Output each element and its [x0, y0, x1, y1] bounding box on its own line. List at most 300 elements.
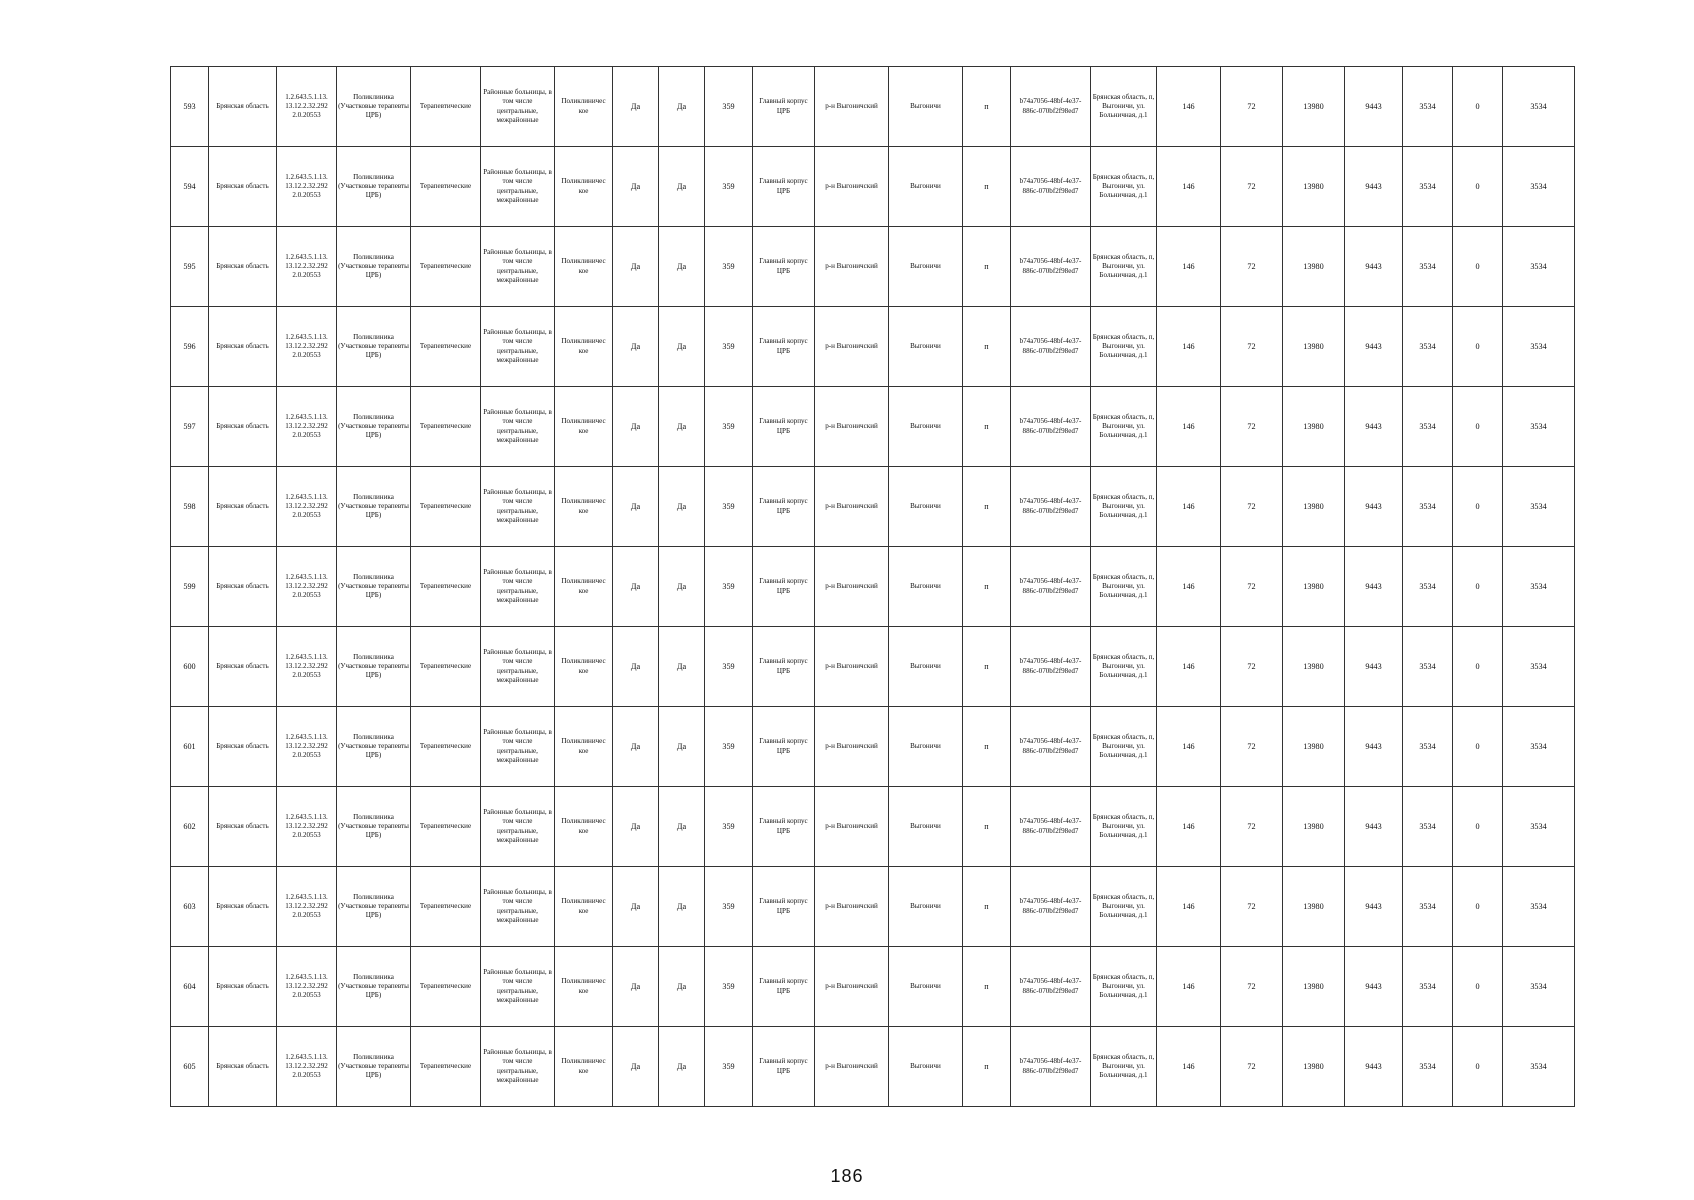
code-cell: 1.2.643.5.1.13. 13.12.2.32.292 2.0.20553	[277, 1027, 337, 1107]
value-6-cell: 0	[1453, 1027, 1503, 1107]
value-3-cell: 13980	[1283, 387, 1345, 467]
table-row	[171, 947, 1575, 1027]
value-5-cell: 3534	[1403, 627, 1453, 707]
value-4-cell: 9443	[1345, 307, 1403, 387]
value-7-cell: 3534	[1503, 467, 1575, 547]
locality-cell: Выгоничи	[889, 67, 963, 147]
value-3-cell: 13980	[1283, 1027, 1345, 1107]
org-type-cell: Районные больницы, в том числе центральные, межрайонные	[481, 547, 555, 627]
code-cell: 1.2.643.5.1.13. 13.12.2.32.292 2.0.20553	[277, 707, 337, 787]
table-row	[171, 707, 1575, 787]
page-number: 186	[830, 1166, 864, 1186]
settlement-type-cell: п	[963, 627, 1011, 707]
district-cell: р-н Выгоничский	[815, 227, 889, 307]
row-number-cell: 605	[171, 1027, 209, 1107]
value-6-cell: 0	[1453, 67, 1503, 147]
building-cell: Главный корпус ЦРБ	[753, 707, 815, 787]
flag2-cell: Да	[659, 787, 705, 867]
region-cell: Брянская область	[209, 787, 277, 867]
org-type-cell: Районные больницы, в том числе центральные, межрайонные	[481, 947, 555, 1027]
value-359-cell: 359	[705, 627, 753, 707]
value-7-cell: 3534	[1503, 147, 1575, 227]
row-number-cell: 595	[171, 227, 209, 307]
settlement-type-cell: п	[963, 707, 1011, 787]
value-5-cell: 3534	[1403, 1027, 1453, 1107]
code-cell: 1.2.643.5.1.13. 13.12.2.32.292 2.0.20553	[277, 947, 337, 1027]
profile-cell: Терапевтические	[411, 787, 481, 867]
value-7-cell: 3534	[1503, 707, 1575, 787]
settlement-type-cell: п	[963, 867, 1011, 947]
row-number-cell: 604	[171, 947, 209, 1027]
flag2-cell: Да	[659, 467, 705, 547]
address-cell: Брянская область, п, Выгоничи, ул. Больничная, д.1	[1091, 627, 1157, 707]
code-cell: 1.2.643.5.1.13. 13.12.2.32.292 2.0.20553	[277, 387, 337, 467]
row-number-cell: 598	[171, 467, 209, 547]
region-cell: Брянская область	[209, 147, 277, 227]
value-1-cell: 146	[1157, 707, 1221, 787]
value-7-cell: 3534	[1503, 67, 1575, 147]
guid-cell: b74a7056-48bf-4e37-886c-070bf2f98ed7	[1011, 867, 1091, 947]
org-type-cell: Районные больницы, в том числе центральные, межрайонные	[481, 1027, 555, 1107]
value-3-cell: 13980	[1283, 227, 1345, 307]
department-cell: Поликлиника (Участковые терапевты ЦРБ)	[337, 307, 411, 387]
value-5-cell: 3534	[1403, 707, 1453, 787]
row-number-cell: 597	[171, 387, 209, 467]
org-type-cell: Районные больницы, в том числе центральные, межрайонные	[481, 867, 555, 947]
unit-type-cell: Поликлиничес кое	[555, 227, 613, 307]
region-cell: Брянская область	[209, 707, 277, 787]
district-cell: р-н Выгоничский	[815, 867, 889, 947]
district-cell: р-н Выгоничский	[815, 387, 889, 467]
settlement-type-cell: п	[963, 547, 1011, 627]
table-row	[171, 307, 1575, 387]
locality-cell: Выгоничи	[889, 627, 963, 707]
table-row	[171, 627, 1575, 707]
value-4-cell: 9443	[1345, 467, 1403, 547]
building-cell: Главный корпус ЦРБ	[753, 227, 815, 307]
address-cell: Брянская область, п, Выгоничи, ул. Больничная, д.1	[1091, 387, 1157, 467]
value-1-cell: 146	[1157, 627, 1221, 707]
settlement-type-cell: п	[963, 227, 1011, 307]
row-number-cell: 601	[171, 707, 209, 787]
flag1-cell: Да	[613, 147, 659, 227]
settlement-type-cell: п	[963, 947, 1011, 1027]
value-2-cell: 72	[1221, 707, 1283, 787]
flag2-cell: Да	[659, 947, 705, 1027]
building-cell: Главный корпус ЦРБ	[753, 1027, 815, 1107]
settlement-type-cell: п	[963, 787, 1011, 867]
value-359-cell: 359	[705, 707, 753, 787]
value-4-cell: 9443	[1345, 547, 1403, 627]
profile-cell: Терапевтические	[411, 67, 481, 147]
value-1-cell: 146	[1157, 67, 1221, 147]
profile-cell: Терапевтические	[411, 227, 481, 307]
guid-cell: b74a7056-48bf-4e37-886c-070bf2f98ed7	[1011, 787, 1091, 867]
value-7-cell: 3534	[1503, 307, 1575, 387]
value-2-cell: 72	[1221, 147, 1283, 227]
locality-cell: Выгоничи	[889, 307, 963, 387]
department-cell: Поликлиника (Участковые терапевты ЦРБ)	[337, 547, 411, 627]
value-6-cell: 0	[1453, 547, 1503, 627]
guid-cell: b74a7056-48bf-4e37-886c-070bf2f98ed7	[1011, 547, 1091, 627]
settlement-type-cell: п	[963, 67, 1011, 147]
value-4-cell: 9443	[1345, 67, 1403, 147]
profile-cell: Терапевтические	[411, 307, 481, 387]
value-1-cell: 146	[1157, 547, 1221, 627]
value-4-cell: 9443	[1345, 787, 1403, 867]
guid-cell: b74a7056-48bf-4e37-886c-070bf2f98ed7	[1011, 387, 1091, 467]
value-4-cell: 9443	[1345, 627, 1403, 707]
value-5-cell: 3534	[1403, 147, 1453, 227]
value-359-cell: 359	[705, 227, 753, 307]
unit-type-cell: Поликлиничес кое	[555, 67, 613, 147]
building-cell: Главный корпус ЦРБ	[753, 787, 815, 867]
district-cell: р-н Выгоничский	[815, 707, 889, 787]
value-4-cell: 9443	[1345, 387, 1403, 467]
table-row	[171, 547, 1575, 627]
flag1-cell: Да	[613, 627, 659, 707]
region-cell: Брянская область	[209, 627, 277, 707]
locality-cell: Выгоничи	[889, 707, 963, 787]
department-cell: Поликлиника (Участковые терапевты ЦРБ)	[337, 867, 411, 947]
department-cell: Поликлиника (Участковые терапевты ЦРБ)	[337, 67, 411, 147]
value-6-cell: 0	[1453, 867, 1503, 947]
code-cell: 1.2.643.5.1.13. 13.12.2.32.292 2.0.20553	[277, 467, 337, 547]
value-5-cell: 3534	[1403, 947, 1453, 1027]
district-cell: р-н Выгоничский	[815, 307, 889, 387]
department-cell: Поликлиника (Участковые терапевты ЦРБ)	[337, 227, 411, 307]
value-2-cell: 72	[1221, 547, 1283, 627]
region-cell: Брянская область	[209, 227, 277, 307]
value-359-cell: 359	[705, 947, 753, 1027]
guid-cell: b74a7056-48bf-4e37-886c-070bf2f98ed7	[1011, 1027, 1091, 1107]
district-cell: р-н Выгоничский	[815, 547, 889, 627]
value-2-cell: 72	[1221, 867, 1283, 947]
code-cell: 1.2.643.5.1.13. 13.12.2.32.292 2.0.20553	[277, 147, 337, 227]
value-4-cell: 9443	[1345, 227, 1403, 307]
row-number-cell: 593	[171, 67, 209, 147]
unit-type-cell: Поликлиничес кое	[555, 867, 613, 947]
unit-type-cell: Поликлиничес кое	[555, 627, 613, 707]
unit-type-cell: Поликлиничес кое	[555, 467, 613, 547]
settlement-type-cell: п	[963, 467, 1011, 547]
table-row	[171, 227, 1575, 307]
flag1-cell: Да	[613, 227, 659, 307]
building-cell: Главный корпус ЦРБ	[753, 147, 815, 227]
value-6-cell: 0	[1453, 707, 1503, 787]
value-4-cell: 9443	[1345, 147, 1403, 227]
building-cell: Главный корпус ЦРБ	[753, 67, 815, 147]
org-type-cell: Районные больницы, в том числе центральные, межрайонные	[481, 147, 555, 227]
value-359-cell: 359	[705, 387, 753, 467]
value-2-cell: 72	[1221, 227, 1283, 307]
building-cell: Главный корпус ЦРБ	[753, 627, 815, 707]
guid-cell: b74a7056-48bf-4e37-886c-070bf2f98ed7	[1011, 227, 1091, 307]
org-type-cell: Районные больницы, в том числе центральные, межрайонные	[481, 67, 555, 147]
value-7-cell: 3534	[1503, 547, 1575, 627]
unit-type-cell: Поликлиничес кое	[555, 947, 613, 1027]
flag1-cell: Да	[613, 947, 659, 1027]
value-3-cell: 13980	[1283, 627, 1345, 707]
value-2-cell: 72	[1221, 1027, 1283, 1107]
address-cell: Брянская область, п, Выгоничи, ул. Больничная, д.1	[1091, 227, 1157, 307]
settlement-type-cell: п	[963, 387, 1011, 467]
value-3-cell: 13980	[1283, 547, 1345, 627]
row-number-cell: 594	[171, 147, 209, 227]
org-type-cell: Районные больницы, в том числе центральные, межрайонные	[481, 467, 555, 547]
value-1-cell: 146	[1157, 227, 1221, 307]
unit-type-cell: Поликлиничес кое	[555, 147, 613, 227]
building-cell: Главный корпус ЦРБ	[753, 867, 815, 947]
value-3-cell: 13980	[1283, 787, 1345, 867]
value-1-cell: 146	[1157, 147, 1221, 227]
value-5-cell: 3534	[1403, 467, 1453, 547]
profile-cell: Терапевтические	[411, 387, 481, 467]
flag1-cell: Да	[613, 707, 659, 787]
value-359-cell: 359	[705, 787, 753, 867]
address-cell: Брянская область, п, Выгоничи, ул. Больничная, д.1	[1091, 147, 1157, 227]
department-cell: Поликлиника (Участковые терапевты ЦРБ)	[337, 947, 411, 1027]
code-cell: 1.2.643.5.1.13. 13.12.2.32.292 2.0.20553	[277, 227, 337, 307]
district-cell: р-н Выгоничский	[815, 1027, 889, 1107]
code-cell: 1.2.643.5.1.13. 13.12.2.32.292 2.0.20553	[277, 627, 337, 707]
value-359-cell: 359	[705, 67, 753, 147]
org-type-cell: Районные больницы, в том числе центральные, межрайонные	[481, 707, 555, 787]
address-cell: Брянская область, п, Выгоничи, ул. Больничная, д.1	[1091, 787, 1157, 867]
district-cell: р-н Выгоничский	[815, 627, 889, 707]
value-7-cell: 3534	[1503, 1027, 1575, 1107]
unit-type-cell: Поликлиничес кое	[555, 387, 613, 467]
value-5-cell: 3534	[1403, 67, 1453, 147]
profile-cell: Терапевтические	[411, 707, 481, 787]
value-7-cell: 3534	[1503, 787, 1575, 867]
value-6-cell: 0	[1453, 307, 1503, 387]
row-number-cell: 602	[171, 787, 209, 867]
flag1-cell: Да	[613, 467, 659, 547]
value-4-cell: 9443	[1345, 867, 1403, 947]
value-359-cell: 359	[705, 547, 753, 627]
unit-type-cell: Поликлиничес кое	[555, 787, 613, 867]
flag2-cell: Да	[659, 67, 705, 147]
value-7-cell: 3534	[1503, 867, 1575, 947]
value-3-cell: 13980	[1283, 307, 1345, 387]
locality-cell: Выгоничи	[889, 467, 963, 547]
settlement-type-cell: п	[963, 1027, 1011, 1107]
code-cell: 1.2.643.5.1.13. 13.12.2.32.292 2.0.20553	[277, 67, 337, 147]
department-cell: Поликлиника (Участковые терапевты ЦРБ)	[337, 707, 411, 787]
value-2-cell: 72	[1221, 947, 1283, 1027]
flag1-cell: Да	[613, 787, 659, 867]
value-7-cell: 3534	[1503, 387, 1575, 467]
value-6-cell: 0	[1453, 227, 1503, 307]
value-3-cell: 13980	[1283, 67, 1345, 147]
code-cell: 1.2.643.5.1.13. 13.12.2.32.292 2.0.20553	[277, 787, 337, 867]
region-cell: Брянская область	[209, 307, 277, 387]
region-cell: Брянская область	[209, 1027, 277, 1107]
region-cell: Брянская область	[209, 867, 277, 947]
data-table	[170, 66, 1575, 1107]
locality-cell: Выгоничи	[889, 1027, 963, 1107]
unit-type-cell: Поликлиничес кое	[555, 707, 613, 787]
document-sheet	[170, 66, 1556, 1107]
district-cell: р-н Выгоничский	[815, 467, 889, 547]
address-cell: Брянская область, п, Выгоничи, ул. Больничная, д.1	[1091, 547, 1157, 627]
locality-cell: Выгоничи	[889, 547, 963, 627]
value-3-cell: 13980	[1283, 467, 1345, 547]
profile-cell: Терапевтические	[411, 947, 481, 1027]
table-row	[171, 67, 1575, 147]
value-1-cell: 146	[1157, 867, 1221, 947]
locality-cell: Выгоничи	[889, 787, 963, 867]
building-cell: Главный корпус ЦРБ	[753, 467, 815, 547]
guid-cell: b74a7056-48bf-4e37-886c-070bf2f98ed7	[1011, 707, 1091, 787]
value-1-cell: 146	[1157, 1027, 1221, 1107]
value-359-cell: 359	[705, 867, 753, 947]
guid-cell: b74a7056-48bf-4e37-886c-070bf2f98ed7	[1011, 147, 1091, 227]
value-359-cell: 359	[705, 307, 753, 387]
row-number-cell: 600	[171, 627, 209, 707]
district-cell: р-н Выгоничский	[815, 787, 889, 867]
profile-cell: Терапевтические	[411, 1027, 481, 1107]
district-cell: р-н Выгоничский	[815, 67, 889, 147]
address-cell: Брянская область, п, Выгоничи, ул. Больничная, д.1	[1091, 467, 1157, 547]
region-cell: Брянская область	[209, 947, 277, 1027]
row-number-cell: 599	[171, 547, 209, 627]
value-6-cell: 0	[1453, 787, 1503, 867]
district-cell: р-н Выгоничский	[815, 147, 889, 227]
settlement-type-cell: п	[963, 147, 1011, 227]
value-6-cell: 0	[1453, 147, 1503, 227]
region-cell: Брянская область	[209, 547, 277, 627]
value-5-cell: 3534	[1403, 307, 1453, 387]
locality-cell: Выгоничи	[889, 147, 963, 227]
department-cell: Поликлиника (Участковые терапевты ЦРБ)	[337, 787, 411, 867]
building-cell: Главный корпус ЦРБ	[753, 387, 815, 467]
flag2-cell: Да	[659, 307, 705, 387]
value-1-cell: 146	[1157, 947, 1221, 1027]
department-cell: Поликлиника (Участковые терапевты ЦРБ)	[337, 627, 411, 707]
value-3-cell: 13980	[1283, 867, 1345, 947]
building-cell: Главный корпус ЦРБ	[753, 547, 815, 627]
value-3-cell: 13980	[1283, 147, 1345, 227]
value-7-cell: 3534	[1503, 947, 1575, 1027]
table-row	[171, 387, 1575, 467]
profile-cell: Терапевтические	[411, 867, 481, 947]
settlement-type-cell: п	[963, 307, 1011, 387]
org-type-cell: Районные больницы, в том числе центральные, межрайонные	[481, 787, 555, 867]
value-4-cell: 9443	[1345, 947, 1403, 1027]
code-cell: 1.2.643.5.1.13. 13.12.2.32.292 2.0.20553	[277, 547, 337, 627]
row-number-cell: 596	[171, 307, 209, 387]
value-6-cell: 0	[1453, 387, 1503, 467]
profile-cell: Терапевтические	[411, 467, 481, 547]
building-cell: Главный корпус ЦРБ	[753, 307, 815, 387]
flag1-cell: Да	[613, 1027, 659, 1107]
org-type-cell: Районные больницы, в том числе центральные, межрайонные	[481, 387, 555, 467]
flag2-cell: Да	[659, 707, 705, 787]
address-cell: Брянская область, п, Выгоничи, ул. Больничная, д.1	[1091, 307, 1157, 387]
value-1-cell: 146	[1157, 387, 1221, 467]
department-cell: Поликлиника (Участковые терапевты ЦРБ)	[337, 387, 411, 467]
value-5-cell: 3534	[1403, 867, 1453, 947]
locality-cell: Выгоничи	[889, 387, 963, 467]
value-5-cell: 3534	[1403, 787, 1453, 867]
address-cell: Брянская область, п, Выгоничи, ул. Больничная, д.1	[1091, 67, 1157, 147]
value-359-cell: 359	[705, 467, 753, 547]
value-7-cell: 3534	[1503, 227, 1575, 307]
org-type-cell: Районные больницы, в том числе центральные, межрайонные	[481, 307, 555, 387]
table-row	[171, 867, 1575, 947]
value-6-cell: 0	[1453, 627, 1503, 707]
table-body	[171, 67, 1575, 1107]
value-5-cell: 3534	[1403, 547, 1453, 627]
district-cell: р-н Выгоничский	[815, 947, 889, 1027]
unit-type-cell: Поликлиничес кое	[555, 1027, 613, 1107]
value-4-cell: 9443	[1345, 707, 1403, 787]
flag2-cell: Да	[659, 547, 705, 627]
unit-type-cell: Поликлиничес кое	[555, 547, 613, 627]
guid-cell: b74a7056-48bf-4e37-886c-070bf2f98ed7	[1011, 627, 1091, 707]
value-359-cell: 359	[705, 147, 753, 227]
value-2-cell: 72	[1221, 467, 1283, 547]
value-1-cell: 146	[1157, 307, 1221, 387]
code-cell: 1.2.643.5.1.13. 13.12.2.32.292 2.0.20553	[277, 867, 337, 947]
guid-cell: b74a7056-48bf-4e37-886c-070bf2f98ed7	[1011, 307, 1091, 387]
unit-type-cell: Поликлиничес кое	[555, 307, 613, 387]
flag2-cell: Да	[659, 147, 705, 227]
value-2-cell: 72	[1221, 787, 1283, 867]
code-cell: 1.2.643.5.1.13. 13.12.2.32.292 2.0.20553	[277, 307, 337, 387]
address-cell: Брянская область, п, Выгоничи, ул. Больничная, д.1	[1091, 707, 1157, 787]
value-3-cell: 13980	[1283, 707, 1345, 787]
table-row	[171, 787, 1575, 867]
value-4-cell: 9443	[1345, 1027, 1403, 1107]
flag1-cell: Да	[613, 307, 659, 387]
flag2-cell: Да	[659, 387, 705, 467]
value-359-cell: 359	[705, 1027, 753, 1107]
value-7-cell: 3534	[1503, 627, 1575, 707]
address-cell: Брянская область, п, Выгоничи, ул. Больничная, д.1	[1091, 1027, 1157, 1107]
flag1-cell: Да	[613, 867, 659, 947]
region-cell: Брянская область	[209, 387, 277, 467]
profile-cell: Терапевтические	[411, 147, 481, 227]
flag2-cell: Да	[659, 867, 705, 947]
org-type-cell: Районные больницы, в том числе центральные, межрайонные	[481, 227, 555, 307]
org-type-cell: Районные больницы, в том числе центральные, межрайонные	[481, 627, 555, 707]
department-cell: Поликлиника (Участковые терапевты ЦРБ)	[337, 1027, 411, 1107]
flag2-cell: Да	[659, 627, 705, 707]
profile-cell: Терапевтические	[411, 547, 481, 627]
flag1-cell: Да	[613, 547, 659, 627]
value-6-cell: 0	[1453, 947, 1503, 1027]
table-row	[171, 1027, 1575, 1107]
guid-cell: b74a7056-48bf-4e37-886c-070bf2f98ed7	[1011, 67, 1091, 147]
building-cell: Главный корпус ЦРБ	[753, 947, 815, 1027]
value-2-cell: 72	[1221, 387, 1283, 467]
table-row	[171, 147, 1575, 227]
department-cell: Поликлиника (Участковые терапевты ЦРБ)	[337, 147, 411, 227]
value-2-cell: 72	[1221, 627, 1283, 707]
flag2-cell: Да	[659, 1027, 705, 1107]
value-1-cell: 146	[1157, 787, 1221, 867]
flag1-cell: Да	[613, 67, 659, 147]
value-3-cell: 13980	[1283, 947, 1345, 1027]
region-cell: Брянская область	[209, 67, 277, 147]
region-cell: Брянская область	[209, 467, 277, 547]
locality-cell: Выгоничи	[889, 867, 963, 947]
department-cell: Поликлиника (Участковые терапевты ЦРБ)	[337, 467, 411, 547]
guid-cell: b74a7056-48bf-4e37-886c-070bf2f98ed7	[1011, 467, 1091, 547]
